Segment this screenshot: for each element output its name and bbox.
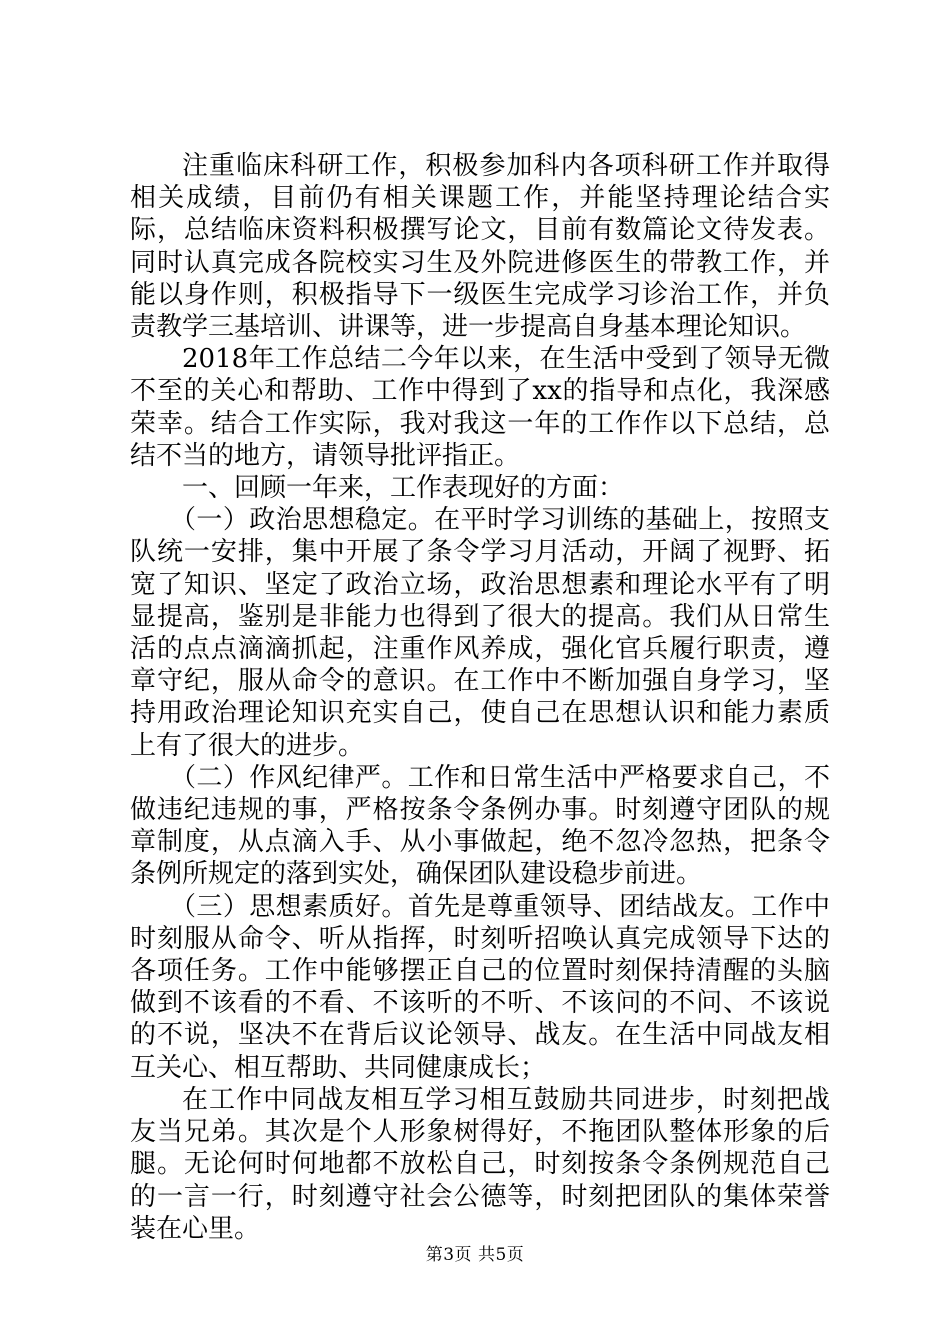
paragraph-teamwork: 在工作中同战友相互学习相互鼓励共同进步，时刻把战友当兄弟。其次是个人形象树得好，不拖团队整体形象的后腿。无论何时何地都不放松自己，时刻按条令条例规范自己的一言一行，时刻遵守社会公德等，时刻把团队的集体荣誉装在心里。 — [130, 1084, 830, 1244]
section-heading-review: 一、回顾一年来，工作表现好的方面： — [182, 473, 625, 504]
paragraph-discipline: （二）作风纪律严。工作和日常生活中严格要求自己，不做违纪违规的事，严格按条令条例办事。时刻遵守团队的规章制度，从点滴入手、从小事做起，绝不忽冷忽热，把条令条例所规定的落到实处，确保团队建设稳步前进。 — [130, 762, 830, 890]
document-body — [130, 150, 830, 1245]
paragraph-summary-intro: 2018年工作总结二今年以来，在生活中受到了领导无微不至的关心和帮助、工作中得到了xx的指导和点化，我深感荣幸。结合工作实际，我对我这一年的工作作以下总结，总结不当的地方，请领导批评指正。 — [130, 344, 830, 471]
paragraph-political-thought: （一）政治思想稳定。在平时学习训练的基础上，按照支队统一安排，集中开展了条令学习月活动，开阔了视野、拓宽了知识、坚定了政治立场，政治思想素和理论水平有了明显提高，鉴别是非能力也得到了很大的提高。我们从日常生活的点点滴滴抓起，注重作风养成，强化官兵履行职责，遵章守纪，服从命令的意识。在工作中不断加强自身学习，坚持用政治理论知识充实自己，使自己在思想认识和能力素质上有了很大的进步。 — [130, 505, 830, 761]
page-number-footer: 第3页 共5页 — [425, 1245, 525, 1265]
paragraph-ideological-quality: （三）思想素质好。首先是尊重领导、团结战友。工作中时刻服从命令、听从指挥，时刻听招唤认真完成领导下达的各项任务。工作中能够摆正自己的位置时刻保持清醒的头脑做到不该看的不看、不该听的不听、不该问的不问、不该说的不说，坚决不在背后议论领导、战友。在生活中同战友相互关心、相互帮助、共同健康成长； — [130, 891, 830, 1083]
paragraph-research: 注重临床科研工作，积极参加科内各项科研工作并取得相关成绩，目前仍有相关课题工作，并能坚持理论结合实际，总结临床资料积极撰写论文，目前有数篇论文待发表。同时认真完成各院校实习生及外院进修医生的带教工作，并能以身作则，积极指导下一级医生完成学习诊治工作，并负责教学三基培训、讲课等，进一步提高自身基本理论知识。 — [130, 151, 830, 343]
